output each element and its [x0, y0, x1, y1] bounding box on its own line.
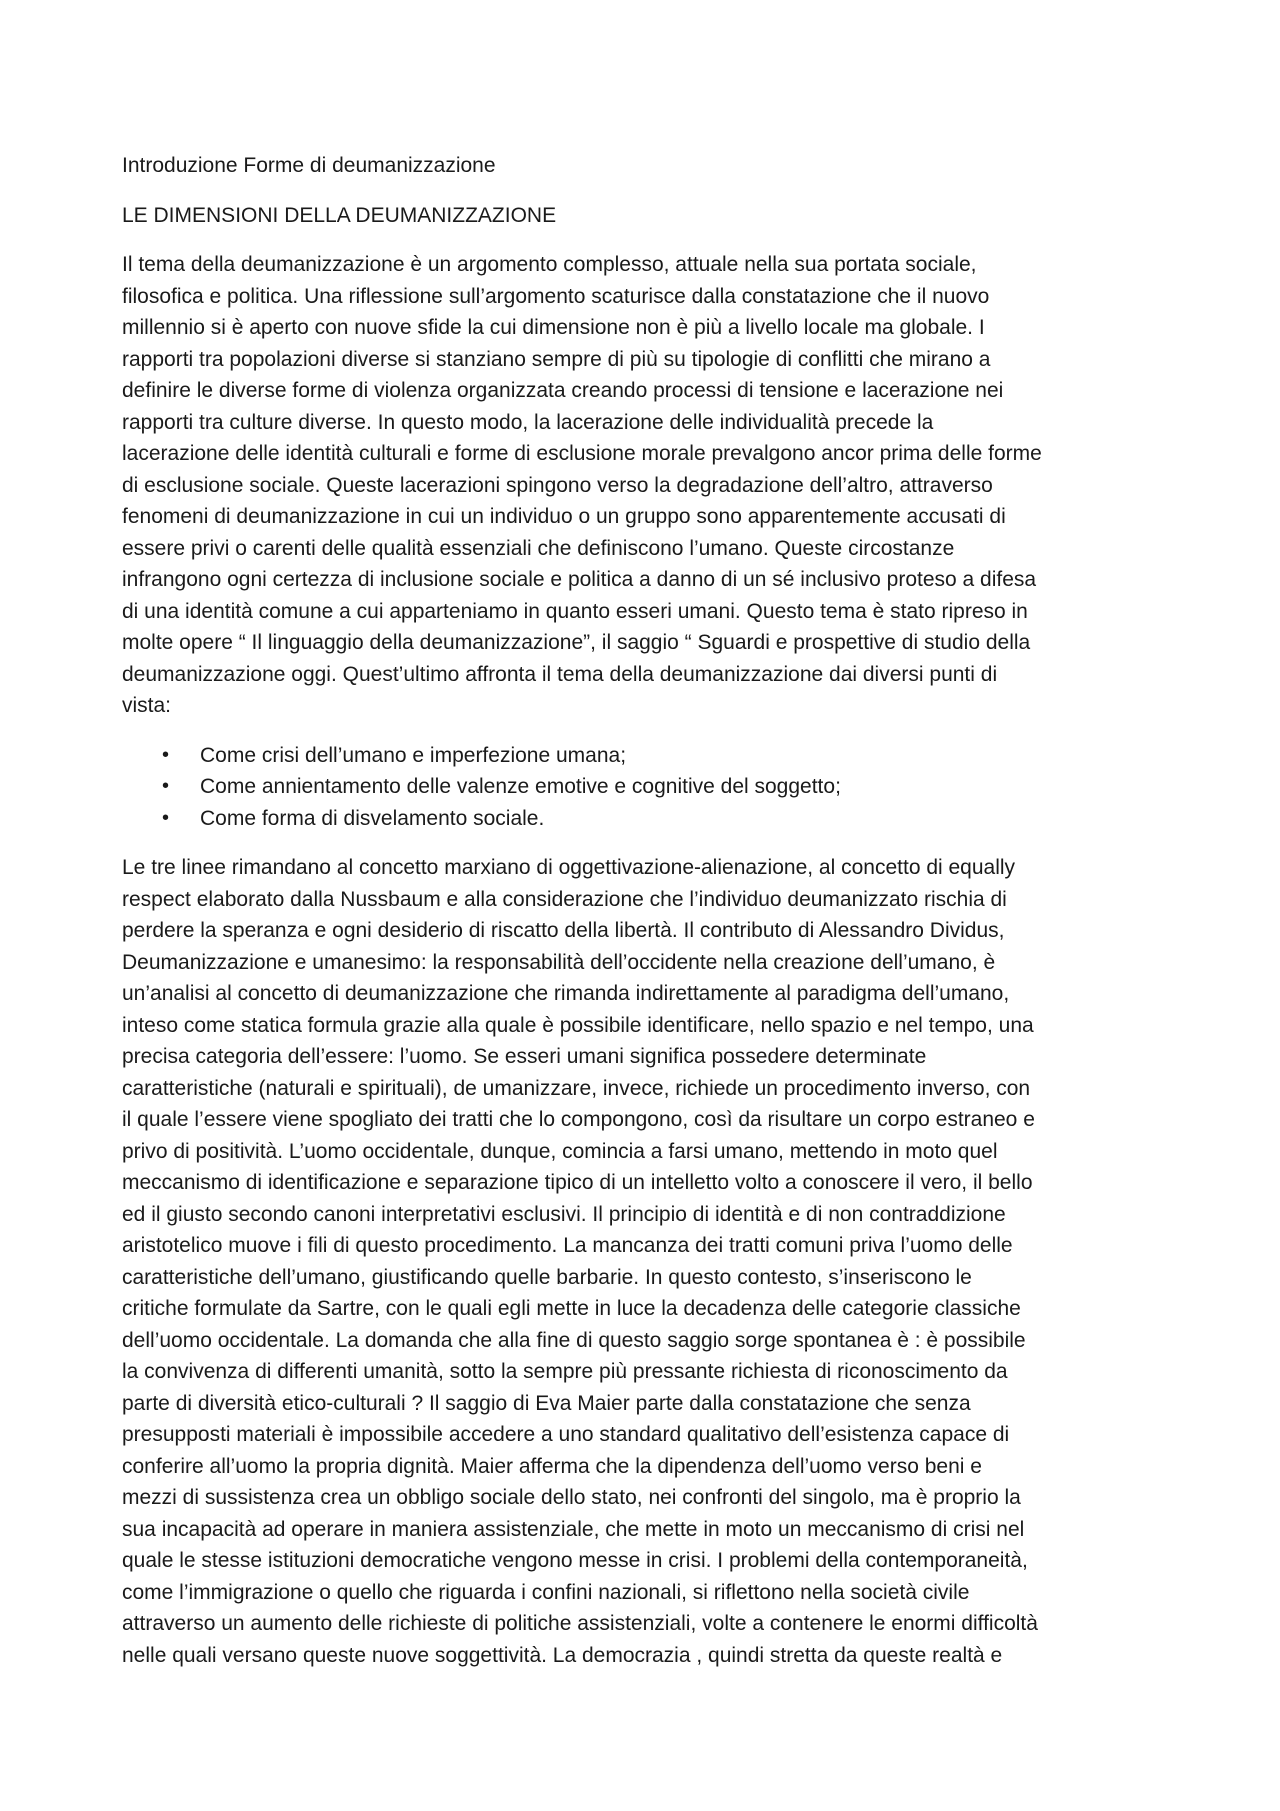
- paragraph-line: caratteristiche (naturali e spirituali), de umanizzare, invece, richiede un procedimento inverso, con: [122, 1076, 1031, 1100]
- paragraph-line: millennio si è aperto con nuove sfide la cui dimensione non è più a livello locale ma globale. I: [122, 316, 985, 339]
- paragraph-line: di una identità comune a cui apparteniamo in quanto esseri umani. Questo tema è stato ripreso in: [122, 599, 1028, 623]
- paragraph-line: privo di positività. L’uomo occidentale, dunque, comincia a farsi umano, mettendo in moto quel: [122, 1139, 998, 1163]
- paragraph-line: rapporti tra popolazioni diverse si stanziano sempre di più su tipologie di conflitti che mirano a: [122, 347, 991, 371]
- paragraph-line: infrangono ogni certezza di inclusione sociale e politica a danno di un sé inclusivo proteso a difesa: [122, 568, 1037, 591]
- paragraph-intro: [122, 249, 1167, 722]
- paragraph-line: caratteristiche dell’umano, giustificando quelle barbarie. In questo contesto, s’inseriscono le: [122, 1265, 972, 1289]
- paragraph-line: inteso come statica formula grazie alla quale è possibile identificare, nello spazio e nel tempo, una: [122, 1013, 1034, 1037]
- paragraph-line: nelle quali versano queste nuove soggettività. La democrazia , quindi stretta da queste realtà e: [122, 1643, 1003, 1667]
- paragraph-line: quale le stesse istituzioni democratiche vengono messe in crisi. I problemi della contemporaneità,: [122, 1549, 1028, 1572]
- paragraph-line: attraverso un aumento delle richieste di politiche assistenziali, volte a contenere le enormi difficoltà: [122, 1612, 1038, 1635]
- paragraph-line: mezzi di sussistenza crea un obbligo sociale dello stato, nei confronti del singolo, ma è proprio la: [122, 1486, 1021, 1509]
- bullet-list: [122, 740, 1167, 835]
- paragraph-line: lacerazione delle identità culturali e forme di esclusione morale prevalgono ancor prima delle forme: [122, 442, 1042, 465]
- paragraph-line: perdere la speranza e ogni desiderio di riscatto della libertà. Il contributo di Alessandro Dividus,: [122, 919, 1005, 942]
- paragraph-line: Deumanizzazione e umanesimo: la responsabilità dell’occidente nella creazione dell’umano, è: [122, 950, 996, 974]
- bullet-item: [122, 803, 1167, 835]
- document-content: [122, 150, 1167, 1689]
- bullet-item: [122, 771, 1167, 803]
- bullet-item: [122, 740, 1167, 772]
- paragraph-line: dell’uomo occidentale. La domanda che alla fine di questo saggio sorge spontanea è : è possibile: [122, 1328, 1026, 1352]
- paragraph-line: la convivenza di differenti umanità, sotto la sempre più pressante richiesta di riconoscimento da: [122, 1360, 1008, 1383]
- bullet-icon: •: [162, 806, 170, 829]
- paragraph-line: conferire all’uomo la propria dignità. Maier afferma che la dipendenza dell’uomo verso beni e: [122, 1454, 982, 1478]
- section-heading: LE DIMENSIONI DELLA DEUMANIZZAZIONE: [122, 203, 557, 227]
- paragraph-line: come l’immigrazione o quello che riguarda i confini nazionali, si riflettono nella società civile: [122, 1580, 970, 1604]
- document-title: Introduzione Forme di deumanizzazione: [122, 154, 496, 177]
- paragraph-analysis: [122, 852, 1167, 1671]
- paragraph-line: Le tre linee rimandano al concetto marxiano di oggettivazione-alienazione, al concetto di equally: [122, 856, 1016, 879]
- bullet-icon: •: [162, 775, 170, 797]
- paragraph-line: definire le diverse forme di violenza organizzata creando processi di tensione e lacerazione nei: [122, 379, 1004, 402]
- paragraph-line: deumanizzazione oggi. Quest’ultimo affronta il tema della deumanizzazione dai diversi punti di: [122, 662, 998, 686]
- bullet-text: Come crisi dell’umano e imperfezione umana;: [200, 743, 627, 767]
- paragraph-line: fenomeni di deumanizzazione in cui un individuo o un gruppo sono apparentemente accusati di: [122, 505, 1006, 528]
- paragraph-line: molte opere “ Il linguaggio della deumanizzazione”, il saggio “ Sguardi e prospettive di studio della: [122, 631, 1031, 654]
- bullet-text: Come annientamento delle valenze emotive e cognitive del soggetto;: [200, 775, 841, 798]
- paragraph-line: aristotelico muove i fili di questo procedimento. La mancanza dei tratti comuni priva l’uomo delle: [122, 1234, 1013, 1257]
- paragraph-line: di esclusione sociale. Queste lacerazioni spingono verso la degradazione dell’altro, attraverso: [122, 473, 993, 497]
- bullet-icon: •: [162, 743, 170, 766]
- paragraph-line: critiche formulate da Sartre, con le quali egli mette in luce la decadenza delle categorie classiche: [122, 1297, 1021, 1320]
- paragraph-line: precisa categoria dell’essere: l’uomo. Se esseri umani significa possedere determinate: [122, 1045, 927, 1068]
- paragraph-line: ed il giusto secondo canoni interpretativi esclusivi. Il principio di identità e di non contraddizione: [122, 1202, 1006, 1226]
- paragraph-line: un’analisi al concetto di deumanizzazione che rimanda indirettamente al paradigma dell’umano,: [122, 982, 1010, 1005]
- paragraph-line: presupposti materiali è impossibile accedere a uno standard qualitativo dell’esistenza capace di: [122, 1423, 1010, 1446]
- paragraph-line: filosofica e politica. Una riflessione sull’argomento scaturisce dalla constatazione che il nuovo: [122, 284, 990, 308]
- paragraph-line: vista:: [122, 694, 172, 717]
- paragraph-line: respect elaborato dalla Nussbaum e alla considerazione che l’individuo deumanizzato rischia di: [122, 887, 1007, 911]
- paragraph-line: sua incapacità ad operare in maniera assistenziale, che mette in moto un meccanismo di crisi nel: [122, 1517, 1025, 1541]
- paragraph-line: meccanismo di identificazione e separazione tipico di un intelletto volto a conoscere il vero, il bello: [122, 1171, 1033, 1194]
- paragraph-line: il quale l’essere viene spogliato dei tratti che lo compongono, così da risultare un corpo estraneo e: [122, 1108, 1035, 1131]
- paragraph-line: rapporti tra culture diverse. In questo modo, la lacerazione delle individualità precede la: [122, 410, 934, 434]
- paragraph-line: Il tema della deumanizzazione è un argomento complesso, attuale nella sua portata sociale,: [122, 253, 977, 276]
- paragraph-line: essere privi o carenti delle qualità essenziali che definiscono l’umano. Queste circostanze: [122, 536, 955, 560]
- paragraph-line: parte di diversità etico-culturali ? Il saggio di Eva Maier parte dalla constatazione che senza: [122, 1391, 971, 1415]
- bullet-text: Come forma di disvelamento sociale.: [200, 806, 545, 830]
